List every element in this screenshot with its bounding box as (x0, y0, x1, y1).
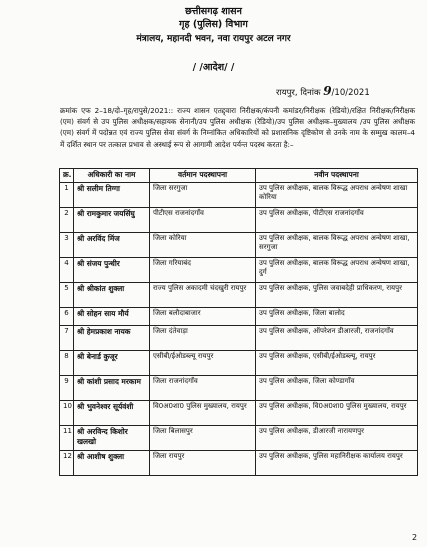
dateline (276, 84, 370, 98)
cell-officer-name: श्री अरविन्द किशोर खलखो (74, 426, 150, 451)
cell-officer-name: श्री आशीष शुक्ला (74, 451, 150, 476)
cell-serial: 3 (60, 233, 74, 258)
page-number: 2 (412, 533, 418, 542)
cell-current-posting: एसीबी/ईओडब्ल्यू रायपुर (150, 351, 256, 376)
cell-officer-name: श्री कांशी प्रसाद मरकाम (74, 376, 150, 401)
col-header-new-posting: नवीन पदस्थापना (256, 169, 418, 183)
order-title: / /आदेश/ / (192, 62, 235, 73)
cell-officer-name: श्री रामकुमार जयसिंघु (74, 208, 150, 233)
cell-new-posting: उप पुलिस अधीक्षक, एसीबी/ईओडब्ल्यू, रायपुर (256, 351, 418, 376)
cell-officer-name: श्री बेनार्ड कुजूर (74, 351, 150, 376)
cell-serial: 5 (60, 283, 74, 308)
cell-new-posting: उप पुलिस अधीक्षक, पुलिस महानिरीक्षक कार्यालय रायपुर (256, 451, 418, 476)
table-header-row (60, 169, 418, 183)
cell-new-posting: उप पुलिस अधीक्षक, बालक विरूद्ध अपराध अन्वेषण शाखा, सरगुजा (256, 233, 418, 258)
col-header-serial: क्र. (60, 169, 74, 183)
table-row (60, 326, 418, 351)
govt-heading: छत्तीसगढ़ शासन (185, 6, 242, 17)
cell-new-posting: उप पुलिस अधीक्षक, बालक विरूद्ध अपराध अन्वेषण शाखा कोरिया (256, 183, 418, 208)
cell-new-posting: उप पुलिस अधीक्षक, वि0अ0शा0 पुलिस मुख्यालय, रायपुर (256, 401, 418, 426)
cell-serial: 4 (60, 258, 74, 283)
table-row (60, 401, 418, 426)
cell-new-posting: उप पुलिस अधीक्षक, बालक विरूद्ध अपराध अन्वेषण शाखा, दुर्ग (256, 258, 418, 283)
cell-serial: 7 (60, 326, 74, 351)
cell-new-posting: उप पुलिस अधीक्षक, पीटीएस राजनांदगाँव (256, 208, 418, 233)
cell-current-posting: जिला रायपुर (150, 451, 256, 476)
table-row (60, 283, 418, 308)
cell-current-posting: वि0अ0शा0 पुलिस मुख्यालय, रायपुर (150, 401, 256, 426)
table-row (60, 426, 418, 451)
col-header-current-posting: वर्तमान पदस्थापना (150, 169, 256, 183)
cell-current-posting: जिला राजनांदगाँव (150, 376, 256, 401)
cell-current-posting: जिला बलौदाबाजार (150, 308, 256, 326)
cell-serial: 2 (60, 208, 74, 233)
cell-serial: 1 (60, 183, 74, 208)
table-row (60, 308, 418, 326)
cell-serial: 6 (60, 308, 74, 326)
cell-serial: 10 (60, 401, 74, 426)
cell-officer-name: श्री सलीम तिग्गा (74, 183, 150, 208)
table-row (60, 258, 418, 283)
cell-new-posting: उप पुलिस अधीक्षक, डीआरजी नारायणपुर (256, 426, 418, 451)
order-body-text: क्रमांक एफ 2–18/दो–गृह/रापुसे/2021:: राज्य शासन एतद्द्वारा निरीक्षक/कंपनी कमांडर/निरीक्षक (रेडियो)/रक्षित निरीक्षक/निरीक्षक (एम) संवर्ग से उप पुलिस अधीक्षक/सहायक सेनानी/उप पुलिस अधीक्षक (रेडियो)/उप पुलिस अधीक्षक–मुख्यालय /उप पुलिस अधीक्षक (एम) संवर्ग में पदोन्नत एवं राज्य पुलिस सेवा संवर्ग के निम्नांकित अधिकारियों को प्रशासनिक दृष्टिकोण से उनके नाम के सम्मुख कालम–4 में दर्शित स्थान पर तत्काल प्रभाव से अस्थाई रूप से आगामी आदेश पर्यन्त पदस्थ करता है:– (60, 106, 415, 149)
cell-current-posting: जिला सरगुजा (150, 183, 256, 208)
cell-current-posting: जिला गरियाबंद (150, 258, 256, 283)
cell-new-posting: उप पुलिस अधीक्षक, जिला बालोद (256, 308, 418, 326)
table-row (60, 351, 418, 376)
cell-new-posting: उप पुलिस अधीक्षक, ऑपरेशन डीआरजी, राजनांदगाँव (256, 326, 418, 351)
cell-current-posting: जिला दंतेवाड़ा (150, 326, 256, 351)
cell-serial: 9 (60, 376, 74, 401)
cell-officer-name: श्री अरविंद मिंज (74, 233, 150, 258)
cell-officer-name: श्री हेमप्रकाश नायक (74, 326, 150, 351)
dateline-prefix: रायपुर, दिनांक (276, 88, 321, 98)
table-row (60, 451, 418, 476)
cell-current-posting: राज्य पुलिस अकादमी चंदखुरी रायपुर (150, 283, 256, 308)
cell-new-posting: उप पुलिस अधीक्षक, पुलिस जवाबदेही प्राधिकरण, रायपुर (256, 283, 418, 308)
cell-current-posting: जिला बिलासपुर (150, 426, 256, 451)
dateline-rest: /10/2021 (331, 88, 370, 98)
cell-serial: 11 (60, 426, 74, 451)
cell-officer-name: श्री भुवनेश्वर सूर्यवंशी (74, 401, 150, 426)
col-header-officer-name: अधिकारी का नाम (74, 169, 150, 183)
table-row (60, 183, 418, 208)
cell-officer-name: श्री सोहन साय मौर्य (74, 308, 150, 326)
postings-table (59, 168, 418, 476)
cell-serial: 8 (60, 351, 74, 376)
cell-current-posting: पीटीएस राजनांदगाँव (150, 208, 256, 233)
cell-current-posting: जिला कोरिया (150, 233, 256, 258)
cell-serial: 12 (60, 451, 74, 476)
cell-officer-name: श्री श्रीकांत शुक्ला (74, 283, 150, 308)
address-heading: मंत्रालय, महानदी भवन, नवा रायपुर अटल नगर (136, 34, 291, 44)
table-row (60, 233, 418, 258)
cell-new-posting: उप पुलिस अधीक्षक, जिला कोण्डागाँव (256, 376, 418, 401)
table-row (60, 376, 418, 401)
cell-officer-name: श्री संजय पुन्धीर (74, 258, 150, 283)
department-heading: गृह (पुलिस) विभाग (179, 19, 248, 30)
handwritten-day: 9 (323, 84, 332, 98)
table-row (60, 208, 418, 233)
